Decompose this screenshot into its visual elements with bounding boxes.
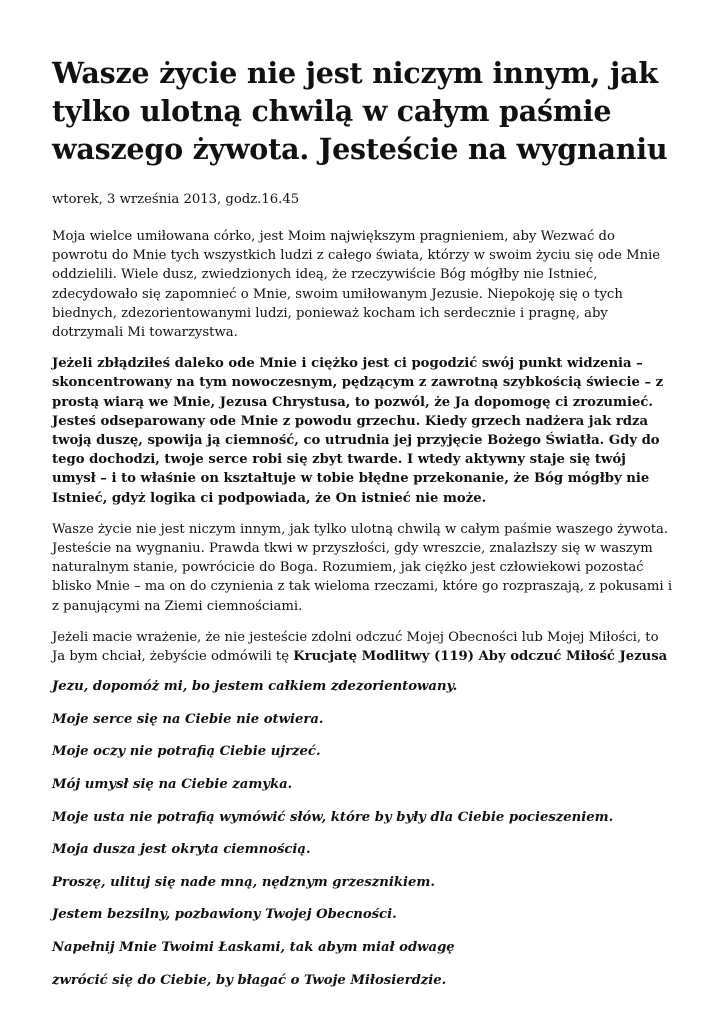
prayer-line: Moje serce się na Ciebie nie otwiera.: [52, 711, 324, 727]
prayer-line: Moje oczy nie potrafią Ciebie ujrzeć.: [52, 744, 321, 760]
prayer-line: Mój umysł się na Ciebie zamyka.: [52, 777, 293, 793]
prayer-line: Napełnij Mnie Twoimi Łaskami, tak abym miał odwagę: [52, 940, 455, 956]
crusade-prayer-title: Krucjatę Modlitwy (119) Aby odczuć Miłość Jezusa: [293, 649, 668, 665]
paragraph-exile: Wasze życie nie jest niczym innym, jak tylko ulotną chwilą w całym paśmie waszego żywota. Jesteście na wygnaniu. Prawda tkwi w przyszłości, gdy wreszcie, znalazłszy się w waszym naturalnym stanie, powrócicie do Boga. Rozumiem, jak ciężko jest człowiekowi pozostać blisko Mnie – ma on do czynienia z tak wieloma rzeczami, które go rozpraszają, z pokusami i z panującymi na Ziemi ciemnościami.: [52, 521, 673, 614]
prayer-intro-text: Jeżeli macie wrażenie, że nie jesteście zdolni odczuć Mojej Obecności lub Mojej Miłości, to Ja bym chciał, żebyście odmówili tę: [52, 629, 659, 665]
prayer-line: Moja dusza jest okryta ciemnością.: [52, 842, 311, 858]
prayer-line: zwrócić się do Ciebie, by błagać o Twoje Miłosierdzie.: [52, 972, 447, 988]
paragraph-bold: Jeżeli zbłądziłeś daleko ode Mnie i ciężko jest ci pogodzić swój punkt widzenia – skoncentrowany na tym nowoczesnym, pędzącym z zawrotną szybkością świecie – z prostą wiarą we Mnie, Jezusa Chrystusa, to pozwól, że Ja dopomogę ci zrozumieć. Jesteś odseparowany ode Mnie z powodu grzechu. Kiedy grzech nadżera jak rdza twoją duszę, spowija ją ciemność, co utrudnia jej przyjęcie Bożego Światła. Gdy do tego dochodzi, twoje serce robi się zbyt twarde. I wtedy aktywny staje się twój umysł – i to właśnie on kształtuje w tobie błędne przekonanie, że Bóg mógłby nie Istnieć, gdyż logika ci podpowiada, że On istnieć nie może.: [52, 356, 664, 506]
prayer-line: Jestem bezsilny, pozbawiony Twojej Obecności.: [52, 907, 397, 923]
prayer-line: Moje usta nie potrafią wymówić słów, które by były dla Ciebie pocieszeniem.: [52, 809, 614, 825]
prayer-line: Proszę, ulituj się nade mną, nędznym grzesznikiem.: [52, 874, 435, 890]
paragraph-prayer-intro: [52, 628, 673, 666]
prayer-block: [52, 678, 673, 989]
paragraph-intro: Moja wielce umiłowana córko, jest Moim największym pragnieniem, aby Wezwać do powrotu do Mnie tych wszystkich ludzi z całego świata, którzy w swoim życiu się ode Mnie oddzielili. Wiele dusz, zwiedzionych ideą, że rzeczywiście Bóg mógłby nie Istnieć, zdecydowało się zapomnieć o Mnie, swoim umiłowanym Jezusie. Niepokoję się o tych biednych, zdezorientowanymi ludzi, ponieważ kocham ich serdecznie i pragnę, aby dotrzymali Mi towarzystwa.: [52, 229, 661, 341]
prayer-line: Jezu, dopomóż mi, bo jestem całkiem zdezorientowany.: [52, 679, 458, 695]
page-title: Wasze życie nie jest niczym innym, jak tylko ulotną chwilą w całym paśmie waszego żywota. Jesteście na wygnaniu: [52, 56, 668, 166]
post-date: wtorek, 3 września 2013, godz.16.45: [52, 192, 300, 207]
